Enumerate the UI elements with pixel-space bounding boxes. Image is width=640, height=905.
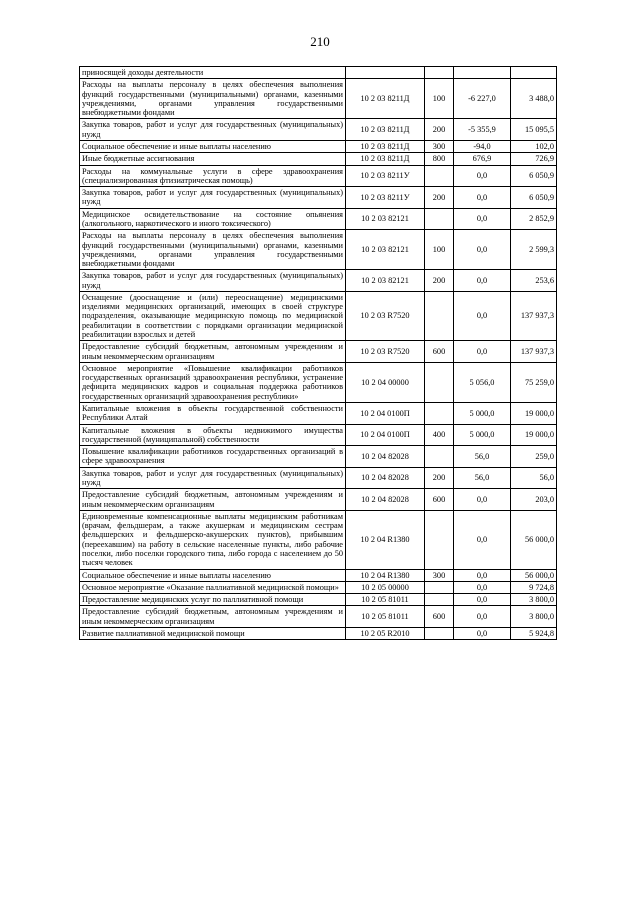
row-change-amount: 0,0: [454, 510, 511, 569]
row-target-code: 10 2 04 R1380: [346, 510, 425, 569]
table-row: [80, 230, 557, 270]
row-expense-type: [425, 510, 454, 569]
table-row: [80, 424, 557, 446]
row-total-amount: 19 000,0: [511, 424, 557, 446]
row-total-amount: 5 924,8: [511, 627, 557, 639]
row-target-code: 10 2 05 81011: [346, 594, 425, 606]
row-change-amount: 0,0: [454, 187, 511, 209]
row-description: Закупка товаров, работ и услуг для государственных (муниципальных) нужд: [80, 119, 346, 141]
row-target-code: 10 2 03 82121: [346, 270, 425, 292]
row-total-amount: 56 000,0: [511, 510, 557, 569]
row-total-amount: 75 259,0: [511, 362, 557, 402]
row-description: Иные бюджетные ассигнования: [80, 153, 346, 165]
row-expense-type: 300: [425, 569, 454, 581]
row-description: Закупка товаров, работ и услуг для государственных (муниципальных) нужд: [80, 187, 346, 209]
row-target-code: 10 2 03 8211У: [346, 165, 425, 187]
row-target-code: 10 2 05 R2010: [346, 627, 425, 639]
row-change-amount: 5 056,0: [454, 362, 511, 402]
row-description: Основное мероприятие «Повышение квалификации работников государственных организаций здравоохранения республики, устранение дефицита медицинских кадров и социальная поддержка работников государственных организаций здравоохранения республики»: [80, 362, 346, 402]
row-target-code: 10 2 03 R7520: [346, 291, 425, 340]
row-change-amount: -5 355,9: [454, 119, 511, 141]
row-description: Повышение квалификации работников государственных организаций в сфере здравоохранения: [80, 446, 346, 468]
row-change-amount: 0,0: [454, 569, 511, 581]
row-change-amount: 0,0: [454, 489, 511, 511]
row-target-code: 10 2 03 8211Д: [346, 79, 425, 119]
table-row: [80, 153, 557, 165]
row-description: Капитальные вложения в объекты недвижимого имущества государственной (муниципальной) собственности: [80, 424, 346, 446]
row-total-amount: 3 488,0: [511, 79, 557, 119]
row-description: Предоставление субсидий бюджетным, автономным учреждениям и иным некоммерческим организациям: [80, 489, 346, 511]
row-expense-type: [425, 165, 454, 187]
row-total-amount: [511, 67, 557, 79]
table-row: [80, 403, 557, 425]
row-target-code: 10 2 03 82121: [346, 208, 425, 230]
row-target-code: 10 2 03 8211Д: [346, 119, 425, 141]
table-row: [80, 270, 557, 292]
table-row: [80, 362, 557, 402]
row-change-amount: [454, 67, 511, 79]
row-expense-type: 800: [425, 153, 454, 165]
table-row: [80, 627, 557, 639]
row-target-code: 10 2 03 8211У: [346, 187, 425, 209]
row-total-amount: 9 724,8: [511, 581, 557, 593]
row-target-code: 10 2 04 0100П: [346, 403, 425, 425]
table-row: [80, 165, 557, 187]
row-description: Развитие паллиативной медицинской помощи: [80, 627, 346, 639]
row-total-amount: 3 800,0: [511, 606, 557, 628]
row-total-amount: 15 095,5: [511, 119, 557, 141]
table-row: [80, 187, 557, 209]
row-total-amount: 203,0: [511, 489, 557, 511]
row-description: Предоставление субсидий бюджетным, автономным учреждениям и иным некоммерческим организациям: [80, 341, 346, 363]
row-expense-type: 300: [425, 140, 454, 152]
row-target-code: [346, 67, 425, 79]
row-change-amount: 0,0: [454, 291, 511, 340]
row-target-code: 10 2 04 0100П: [346, 424, 425, 446]
table-row: [80, 140, 557, 152]
table-row: [80, 341, 557, 363]
row-expense-type: 200: [425, 119, 454, 141]
row-total-amount: 137 937,3: [511, 291, 557, 340]
row-change-amount: 0,0: [454, 606, 511, 628]
row-target-code: 10 2 04 82028: [346, 446, 425, 468]
table-row: [80, 569, 557, 581]
table-row: [80, 510, 557, 569]
row-expense-type: [425, 446, 454, 468]
row-description: Расходы на выплаты персоналу в целях обеспечения выполнения функций государственными (муниципальными) органами, казенными учреждениями, органами управления государственными внебюджетными фондами: [80, 230, 346, 270]
row-target-code: 10 2 03 R7520: [346, 341, 425, 363]
table-row: [80, 594, 557, 606]
row-description: Медицинское освидетельствование на состояние опьянения (алкогольного, наркотического и иного токсического): [80, 208, 346, 230]
row-total-amount: 2 599,3: [511, 230, 557, 270]
row-description: Единовременные компенсационные выплаты медицинским работникам (врачам, фельдшерам, а также акушеркам и медицинским сестрам фельдшерских и фельдшерско-акушерских пунктов), прибывшим (переехавшим) на работу в сельские населенные пункты, либо рабочие поселки, либо поселки городского типа, либо города с населением до 50 тысяч человек: [80, 510, 346, 569]
table-row: [80, 119, 557, 141]
row-change-amount: 0,0: [454, 594, 511, 606]
row-change-amount: 0,0: [454, 341, 511, 363]
table-row: [80, 467, 557, 489]
row-description: приносящей доходы деятельности: [80, 67, 346, 79]
row-change-amount: 0,0: [454, 270, 511, 292]
table-row: [80, 67, 557, 79]
row-change-amount: -94,0: [454, 140, 511, 152]
table-row: [80, 489, 557, 511]
row-total-amount: 102,0: [511, 140, 557, 152]
row-change-amount: 676,9: [454, 153, 511, 165]
row-description: Социальное обеспечение и иные выплаты населению: [80, 140, 346, 152]
budget-table: [79, 66, 557, 640]
row-expense-type: [425, 581, 454, 593]
row-description: Предоставление медицинских услуг по паллиативной помощи: [80, 594, 346, 606]
row-expense-type: [425, 594, 454, 606]
row-expense-type: [425, 362, 454, 402]
row-expense-type: 100: [425, 79, 454, 119]
row-description: Основное мероприятие «Оказание паллиативной медицинской помощи»: [80, 581, 346, 593]
row-description: Капитальные вложения в объекты государственной собственности Республики Алтай: [80, 403, 346, 425]
row-expense-type: [425, 208, 454, 230]
row-total-amount: 259,0: [511, 446, 557, 468]
row-expense-type: [425, 403, 454, 425]
row-change-amount: 5 000,0: [454, 424, 511, 446]
row-change-amount: -6 227,0: [454, 79, 511, 119]
row-total-amount: 3 800,0: [511, 594, 557, 606]
row-target-code: 10 2 04 82028: [346, 467, 425, 489]
row-total-amount: 56 000,0: [511, 569, 557, 581]
row-target-code: 10 2 04 82028: [346, 489, 425, 511]
row-total-amount: 137 937,3: [511, 341, 557, 363]
table-row: [80, 446, 557, 468]
table-row: [80, 208, 557, 230]
row-total-amount: 6 050,9: [511, 187, 557, 209]
row-expense-type: 100: [425, 230, 454, 270]
row-target-code: 10 2 05 81011: [346, 606, 425, 628]
row-change-amount: 56,0: [454, 467, 511, 489]
row-expense-type: [425, 627, 454, 639]
row-description: Расходы на коммунальные услуги в сфере здравоохранения (специализированная фтизиатрическая помощь): [80, 165, 346, 187]
row-total-amount: 56,0: [511, 467, 557, 489]
row-change-amount: 0,0: [454, 208, 511, 230]
table-row: [80, 581, 557, 593]
row-target-code: 10 2 03 8211Д: [346, 140, 425, 152]
row-expense-type: 200: [425, 270, 454, 292]
row-description: Закупка товаров, работ и услуг для государственных (муниципальных) нужд: [80, 270, 346, 292]
row-expense-type: [425, 291, 454, 340]
row-expense-type: 200: [425, 467, 454, 489]
row-total-amount: 2 852,9: [511, 208, 557, 230]
table-row: [80, 291, 557, 340]
row-expense-type: 400: [425, 424, 454, 446]
row-total-amount: 726,9: [511, 153, 557, 165]
row-change-amount: 0,0: [454, 581, 511, 593]
row-target-code: 10 2 04 00000: [346, 362, 425, 402]
table-row: [80, 79, 557, 119]
table-row: [80, 606, 557, 628]
row-change-amount: 0,0: [454, 627, 511, 639]
row-target-code: 10 2 05 00000: [346, 581, 425, 593]
row-description: Оснащение (дооснащение и (или) переоснащение) медицинскими изделиями медицинских организаций, имеющих в своей структуре подразделения, оказывающие медицинскую помощь по медицинской реабилитации в соответствии с порядками организации медицинской реабилитации взрослых и детей: [80, 291, 346, 340]
row-target-code: 10 2 03 8211Д: [346, 153, 425, 165]
row-description: Закупка товаров, работ и услуг для государственных (муниципальных) нужд: [80, 467, 346, 489]
row-expense-type: 600: [425, 606, 454, 628]
row-target-code: 10 2 04 R1380: [346, 569, 425, 581]
row-change-amount: 56,0: [454, 446, 511, 468]
row-total-amount: 253,6: [511, 270, 557, 292]
row-total-amount: 6 050,9: [511, 165, 557, 187]
row-change-amount: 5 000,0: [454, 403, 511, 425]
row-expense-type: [425, 67, 454, 79]
row-expense-type: 600: [425, 489, 454, 511]
row-total-amount: 19 000,0: [511, 403, 557, 425]
row-target-code: 10 2 03 82121: [346, 230, 425, 270]
page-number: 210: [310, 34, 330, 49]
row-expense-type: 200: [425, 187, 454, 209]
row-expense-type: 600: [425, 341, 454, 363]
row-change-amount: 0,0: [454, 165, 511, 187]
row-description: Расходы на выплаты персоналу в целях обеспечения выполнения функций государственными (муниципальными) органами, казенными учреждениями, органами управления государственными внебюджетными фондами: [80, 79, 346, 119]
row-description: Социальное обеспечение и иные выплаты населению: [80, 569, 346, 581]
row-description: Предоставление субсидий бюджетным, автономным учреждениям и иным некоммерческим организациям: [80, 606, 346, 628]
row-change-amount: 0,0: [454, 230, 511, 270]
